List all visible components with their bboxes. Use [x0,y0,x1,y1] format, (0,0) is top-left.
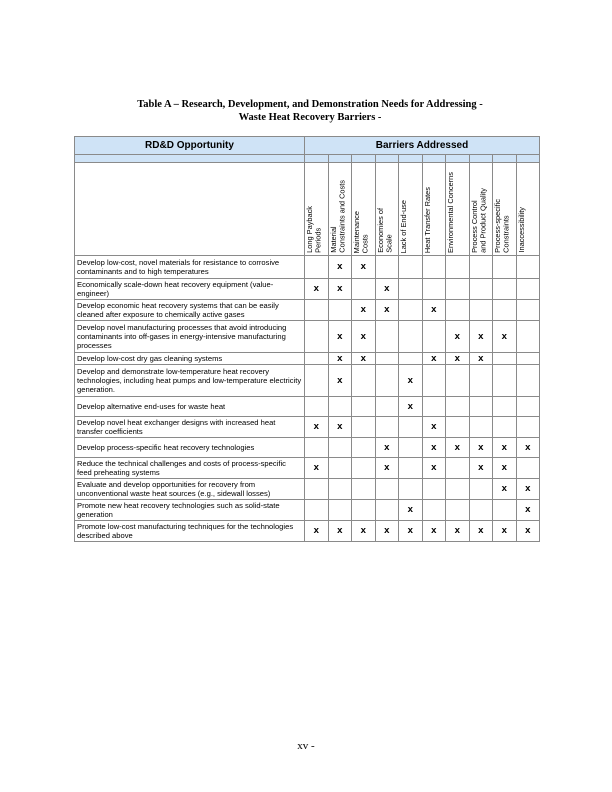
barrier-mark-cell [446,479,470,500]
barrier-mark-cell [493,256,517,279]
barrier-labels-blank [75,163,305,256]
barrier-label-line-2: Periods [313,227,323,253]
barrier-mark-cell: x [352,353,376,365]
barrier-mark-cell: x [516,438,540,458]
barrier-label [330,180,347,253]
barrier-mark-cell [516,300,540,321]
barrier-label-line-2: Constraints [501,215,511,253]
barrier-mark-cell: x [422,300,446,321]
barrier-mark-cell [446,279,470,300]
barrier-mark-cell [446,365,470,397]
barrier-mark-cell [375,479,399,500]
barrier-mark-cell [352,279,376,300]
barrier-mark-cell [446,500,470,521]
barrier-label [471,188,488,253]
header-band-cell [446,155,470,163]
barrier-label [306,206,323,253]
barrier-mark-cell: x [305,458,329,479]
barrier-label-line-2: Costs [360,234,370,253]
barrier-mark-cell: x [516,521,540,542]
barrier-mark-cell [352,479,376,500]
barrier-mark-cell [493,397,517,417]
barrier-mark-cell [399,438,423,458]
barrier-label-line-1: Maintenance [352,210,361,253]
barrier-mark-cell [375,256,399,279]
barrier-mark-cell: x [328,279,352,300]
barrier-mark-cell [399,300,423,321]
barrier-label [494,199,511,253]
barrier-mark-cell [446,300,470,321]
opportunity-cell: Evaluate and develop opportunities for recovery from unconventional waste heat sources (e.g., sidewall losses) [75,479,305,500]
barrier-mark-cell: x [375,279,399,300]
barrier-mark-cell: x [305,417,329,438]
barrier-header [422,163,446,256]
barrier-mark-cell [493,300,517,321]
barrier-mark-cell [516,353,540,365]
barrier-mark-cell: x [328,256,352,279]
barrier-label-line-1: Material [328,226,338,253]
table-row [75,500,540,521]
caption-line-1: Table A – Research, Development, and Demonstration Needs for Addressing - [137,99,483,110]
barrier-mark-cell: x [352,321,376,353]
opportunity-cell: Promote low-cost manufacturing techniques for the technologies described above [75,521,305,542]
barrier-label-line-1: Environmental Concerns [446,172,455,253]
barrier-mark-cell: x [328,365,352,397]
barrier-mark-cell [422,256,446,279]
barrier-mark-cell [493,279,517,300]
opportunity-cell: Develop economic heat recovery systems that can be easily cleaned after exposure to chemically active gases [75,300,305,321]
header-barriers-addressed: Barriers Addressed [305,137,540,155]
barrier-label-line-1: Economies of [375,208,385,253]
barrier-mark-cell [375,353,399,365]
barrier-header [493,163,517,256]
barrier-mark-cell: x [493,521,517,542]
barrier-mark-cell [328,300,352,321]
barrier-mark-cell: x [446,353,470,365]
opportunity-cell: Promote new heat recovery technologies such as solid-state generation [75,500,305,521]
barrier-mark-cell [352,397,376,417]
table-row [75,397,540,417]
barrier-mark-cell [375,500,399,521]
barrier-mark-cell: x [469,321,493,353]
barrier-header [328,163,352,256]
table-row [75,438,540,458]
barrier-label-line-1: Lack of End-use [399,199,408,253]
barrier-mark-cell [516,256,540,279]
barrier-mark-cell: x [305,521,329,542]
barrier-mark-cell [352,417,376,438]
barrier-mark-cell: x [493,479,517,500]
barrier-mark-cell [493,417,517,438]
barrier-mark-cell: x [328,353,352,365]
barrier-mark-cell [305,321,329,353]
barrier-label [377,208,394,253]
rdd-table-wrapper [74,136,540,542]
barrier-mark-cell: x [469,458,493,479]
barrier-header [352,163,376,256]
barrier-mark-cell [422,500,446,521]
barrier-label-line-1: Inaccessibility [516,207,526,253]
header-row [75,137,540,155]
barrier-label-line-2: Scale [383,234,393,253]
barrier-mark-cell: x [352,300,376,321]
barrier-mark-cell: x [399,500,423,521]
barrier-header [469,163,493,256]
barrier-label-line-2: and Product Quality [477,188,487,253]
barrier-mark-cell [305,300,329,321]
table-row [75,479,540,500]
barrier-mark-cell [446,397,470,417]
barrier-mark-cell [422,279,446,300]
opportunity-cell: Develop novel heat exchanger designs with increased heat transfer coefficients [75,417,305,438]
barrier-mark-cell [399,353,423,365]
barrier-mark-cell [328,397,352,417]
barrier-mark-cell: x [399,365,423,397]
barrier-mark-cell [469,256,493,279]
barrier-mark-cell [399,279,423,300]
opportunity-cell: Develop low-cost dry gas cleaning systems [75,353,305,365]
header-band-cell [375,155,399,163]
barrier-label [424,187,432,253]
barrier-mark-cell: x [493,321,517,353]
barrier-mark-cell: x [493,438,517,458]
table-row [75,417,540,438]
barrier-label [518,207,526,253]
rdd-barriers-table [74,136,540,542]
opportunity-cell: Develop alternative end-uses for waste heat [75,397,305,417]
barrier-mark-cell [305,479,329,500]
header-band-cell [493,155,517,163]
table-row [75,365,540,397]
barrier-mark-cell [422,397,446,417]
opportunity-cell: Reduce the technical challenges and costs of process-specific feed preheating systems [75,458,305,479]
barrier-header [446,163,470,256]
barrier-mark-cell: x [422,417,446,438]
header-band-row [75,155,540,163]
barrier-mark-cell [375,365,399,397]
barrier-mark-cell [469,397,493,417]
header-band-cell [75,155,305,163]
barrier-mark-cell: x [422,353,446,365]
barrier-mark-cell [399,256,423,279]
header-band-cell [422,155,446,163]
barrier-mark-cell [328,479,352,500]
header-band-cell [516,155,540,163]
barrier-mark-cell: x [446,438,470,458]
barrier-mark-cell [516,417,540,438]
barrier-header [375,163,399,256]
barrier-mark-cell [352,365,376,397]
barrier-mark-cell [399,479,423,500]
opportunity-cell: Economically scale-down heat recovery equipment (value-engineer) [75,279,305,300]
caption-line-2: Waste Heat Recovery Barriers - [238,112,382,123]
barrier-mark-cell [469,500,493,521]
barrier-mark-cell [305,353,329,365]
barrier-mark-cell [493,500,517,521]
barrier-mark-cell [305,500,329,521]
barrier-mark-cell [399,321,423,353]
table-row [75,353,540,365]
barrier-label-line-2: Constraints and Costs [336,180,346,253]
barrier-label-line-1: Heat Transfer Rates [422,186,432,253]
header-rdd-opportunity: RD&D Opportunity [75,137,305,155]
header-band-cell [305,155,329,163]
barrier-mark-cell [446,417,470,438]
barrier-mark-cell [422,365,446,397]
barrier-mark-cell: x [328,521,352,542]
table-row [75,256,540,279]
barrier-mark-cell: x [446,521,470,542]
page-number: xv - [297,740,315,752]
barrier-label [447,172,455,253]
barrier-mark-cell [446,256,470,279]
barrier-mark-cell [328,438,352,458]
barrier-mark-cell: x [375,438,399,458]
barrier-mark-cell: x [422,438,446,458]
opportunity-cell: Develop and demonstrate low-temperature heat recovery technologies, including heat pumps and low-temperature electricity generation. [75,365,305,397]
barrier-mark-cell: x [352,521,376,542]
header-band-cell [352,155,376,163]
barrier-mark-cell [328,458,352,479]
barrier-header [516,163,540,256]
barrier-mark-cell [352,458,376,479]
barrier-mark-cell [469,417,493,438]
barrier-mark-cell [305,256,329,279]
barrier-mark-cell: x [399,397,423,417]
barrier-mark-cell [446,458,470,479]
barrier-mark-cell [375,321,399,353]
barrier-mark-cell [469,279,493,300]
barrier-mark-cell [422,479,446,500]
barrier-mark-cell [469,479,493,500]
barrier-mark-cell: x [516,500,540,521]
barrier-mark-cell [469,300,493,321]
barrier-mark-cell [469,365,493,397]
barrier-label-line-1: Process Control [469,200,479,253]
barrier-header [305,163,329,256]
barrier-mark-cell [352,500,376,521]
barrier-mark-cell: x [469,438,493,458]
table-row [75,521,540,542]
barrier-mark-cell [516,321,540,353]
header-band-cell [399,155,423,163]
barrier-mark-cell: x [446,321,470,353]
barrier-mark-cell [375,417,399,438]
barrier-label-line-1: Long Payback [305,206,314,253]
barrier-mark-cell [516,458,540,479]
barrier-mark-cell [516,397,540,417]
table-caption [100,98,520,124]
barrier-mark-cell [422,321,446,353]
barrier-mark-cell [399,458,423,479]
barrier-mark-cell [352,438,376,458]
barrier-mark-cell: x [328,321,352,353]
barrier-mark-cell: x [493,458,517,479]
barrier-label [400,200,408,253]
barrier-mark-cell: x [375,458,399,479]
barrier-mark-cell [305,397,329,417]
barrier-mark-cell: x [422,458,446,479]
barrier-labels-row [75,163,540,256]
barrier-mark-cell [516,365,540,397]
barrier-mark-cell: x [305,279,329,300]
barrier-mark-cell [493,365,517,397]
barrier-mark-cell [305,365,329,397]
barrier-label [353,211,370,253]
barrier-mark-cell: x [352,256,376,279]
barrier-mark-cell: x [469,521,493,542]
barrier-mark-cell [305,438,329,458]
table-row [75,321,540,353]
header-band-cell [469,155,493,163]
barrier-mark-cell [328,500,352,521]
barrier-mark-cell [399,417,423,438]
opportunity-cell: Develop process-specific heat recovery technologies [75,438,305,458]
table-row [75,300,540,321]
barrier-mark-cell [493,353,517,365]
barrier-mark-cell: x [399,521,423,542]
table-row [75,279,540,300]
opportunity-cell: Develop novel manufacturing processes that avoid introducing contaminants into off-gases in energy-intensive manufacturing processes [75,321,305,353]
barrier-mark-cell: x [469,353,493,365]
table-row [75,458,540,479]
barrier-label-line-1: Process-specific [493,199,502,253]
barrier-mark-cell: x [328,417,352,438]
barrier-mark-cell [516,279,540,300]
barrier-mark-cell: x [516,479,540,500]
barrier-mark-cell [375,397,399,417]
header-band-cell [328,155,352,163]
barrier-mark-cell: x [375,521,399,542]
barrier-mark-cell: x [375,300,399,321]
barrier-header [399,163,423,256]
opportunity-cell: Develop low-cost, novel materials for resistance to corrosive contaminants and to high temperatures [75,256,305,279]
barrier-mark-cell: x [422,521,446,542]
